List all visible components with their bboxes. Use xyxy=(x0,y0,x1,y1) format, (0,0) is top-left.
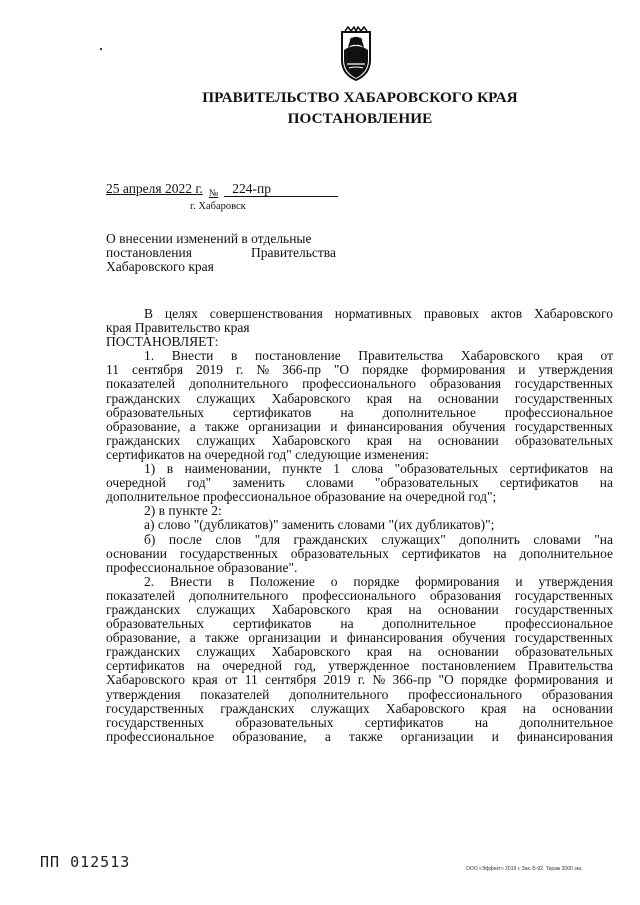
document-date: 25 апреля 2022 г. xyxy=(106,181,203,196)
body-line: очередной год" заменить словами "образовательных сертификатов на xyxy=(106,476,613,491)
body-line: 1) в наименовании, пункте 1 слова "образовательных сертификатов на xyxy=(144,462,613,477)
body-line: 11 сентября 2019 г. № 366-пр "О порядке формирования и утверждения xyxy=(106,363,613,378)
number-sign: № xyxy=(208,188,219,199)
body-line: профессиональное образование". xyxy=(106,559,298,575)
body-line: края Правительство края xyxy=(106,320,250,336)
form-serial-number: ПП 012513 xyxy=(40,853,131,871)
body-line: дополнительное профессиональное образование на очередной год"; xyxy=(106,489,497,505)
date-number-line xyxy=(106,181,338,197)
body-line: Хабаровского края от 11 сентября 2019 г. № 366-пр "О порядке формирования и xyxy=(106,673,613,688)
document-body xyxy=(106,307,613,744)
body-line: государственных образовательных сертификатов на дополнительное xyxy=(106,715,613,730)
body-line: ПОСТАНОВЛЯЕТ: xyxy=(106,334,219,350)
document-subject xyxy=(106,232,336,274)
body-line: гражданских служащих Хабаровского края на основании государственных xyxy=(106,391,613,406)
body-line: В целях совершенствования нормативных правовых актов Хабаровского xyxy=(144,307,613,321)
body-line: образование, а также организации и финансирования обучения государственных xyxy=(106,631,613,646)
government-title: ПРАВИТЕЛЬСТВО ХАБАРОВСКОГО КРАЯ xyxy=(202,89,518,106)
body-line: образовательных сертификатов на дополнительное профессиональное xyxy=(106,405,613,420)
body-line: гражданских служащих Хабаровского края на основании образовательных xyxy=(106,433,613,448)
body-line: 1. Внести в постановление Правительства Хабаровского края от xyxy=(144,349,613,364)
subject-line: О внесении изменений в отдельные xyxy=(106,231,312,246)
printing-info: ООО «Эффект» 2019 г. Зак. Б-92. Тираж 2000 экз. xyxy=(466,866,583,872)
body-line: 2. Внести в Положение о порядке формирования и утверждения xyxy=(144,574,613,589)
body-line: показателей дополнительного профессионального образования государственных xyxy=(106,377,613,392)
body-line: образовательных сертификатов на дополнительное профессиональное xyxy=(106,617,613,632)
body-line: гражданских служащих Хабаровского края на основании образовательных xyxy=(106,645,613,660)
body-line: основании государственных образовательных сертификатов на дополнительное xyxy=(106,546,613,561)
body-line: 2) в пункте 2: xyxy=(144,503,222,519)
subject-line: постановления Правительства xyxy=(106,245,336,260)
subject-line: Хабаровского края xyxy=(106,259,214,274)
body-line: б) после слов "для гражданских служащих" дополнить словами "на xyxy=(144,532,613,547)
body-line: образование, а также организации и финансирования обучения государственных xyxy=(106,419,613,434)
document-type: ПОСТАНОВЛЕНИЕ xyxy=(287,110,433,127)
document-number: 224-пр xyxy=(224,182,338,197)
document-city: г. Хабаровск xyxy=(190,201,246,212)
body-line: государственных гражданских служащих Хабаровского края на основании xyxy=(106,701,613,716)
body-line: показателей дополнительного профессионального образования государственных xyxy=(106,588,613,603)
body-line: гражданских служащих Хабаровского края на основании государственных xyxy=(106,602,613,617)
body-line: сертификатов на очередной год" следующие изменения: xyxy=(106,446,429,462)
coat-of-arms-emblem xyxy=(334,26,378,82)
scan-speck xyxy=(100,48,102,50)
body-line: профессиональное образование, а также организации и финансирования xyxy=(106,729,613,744)
body-line: утверждения показателей дополнительного профессионального образования xyxy=(106,687,613,702)
body-line: сертификатов на очередной год, утвержденное постановлением Правительства xyxy=(106,659,613,674)
body-line: а) слово "(дубликатов)" заменить словами "(их дубликатов)"; xyxy=(144,517,495,533)
